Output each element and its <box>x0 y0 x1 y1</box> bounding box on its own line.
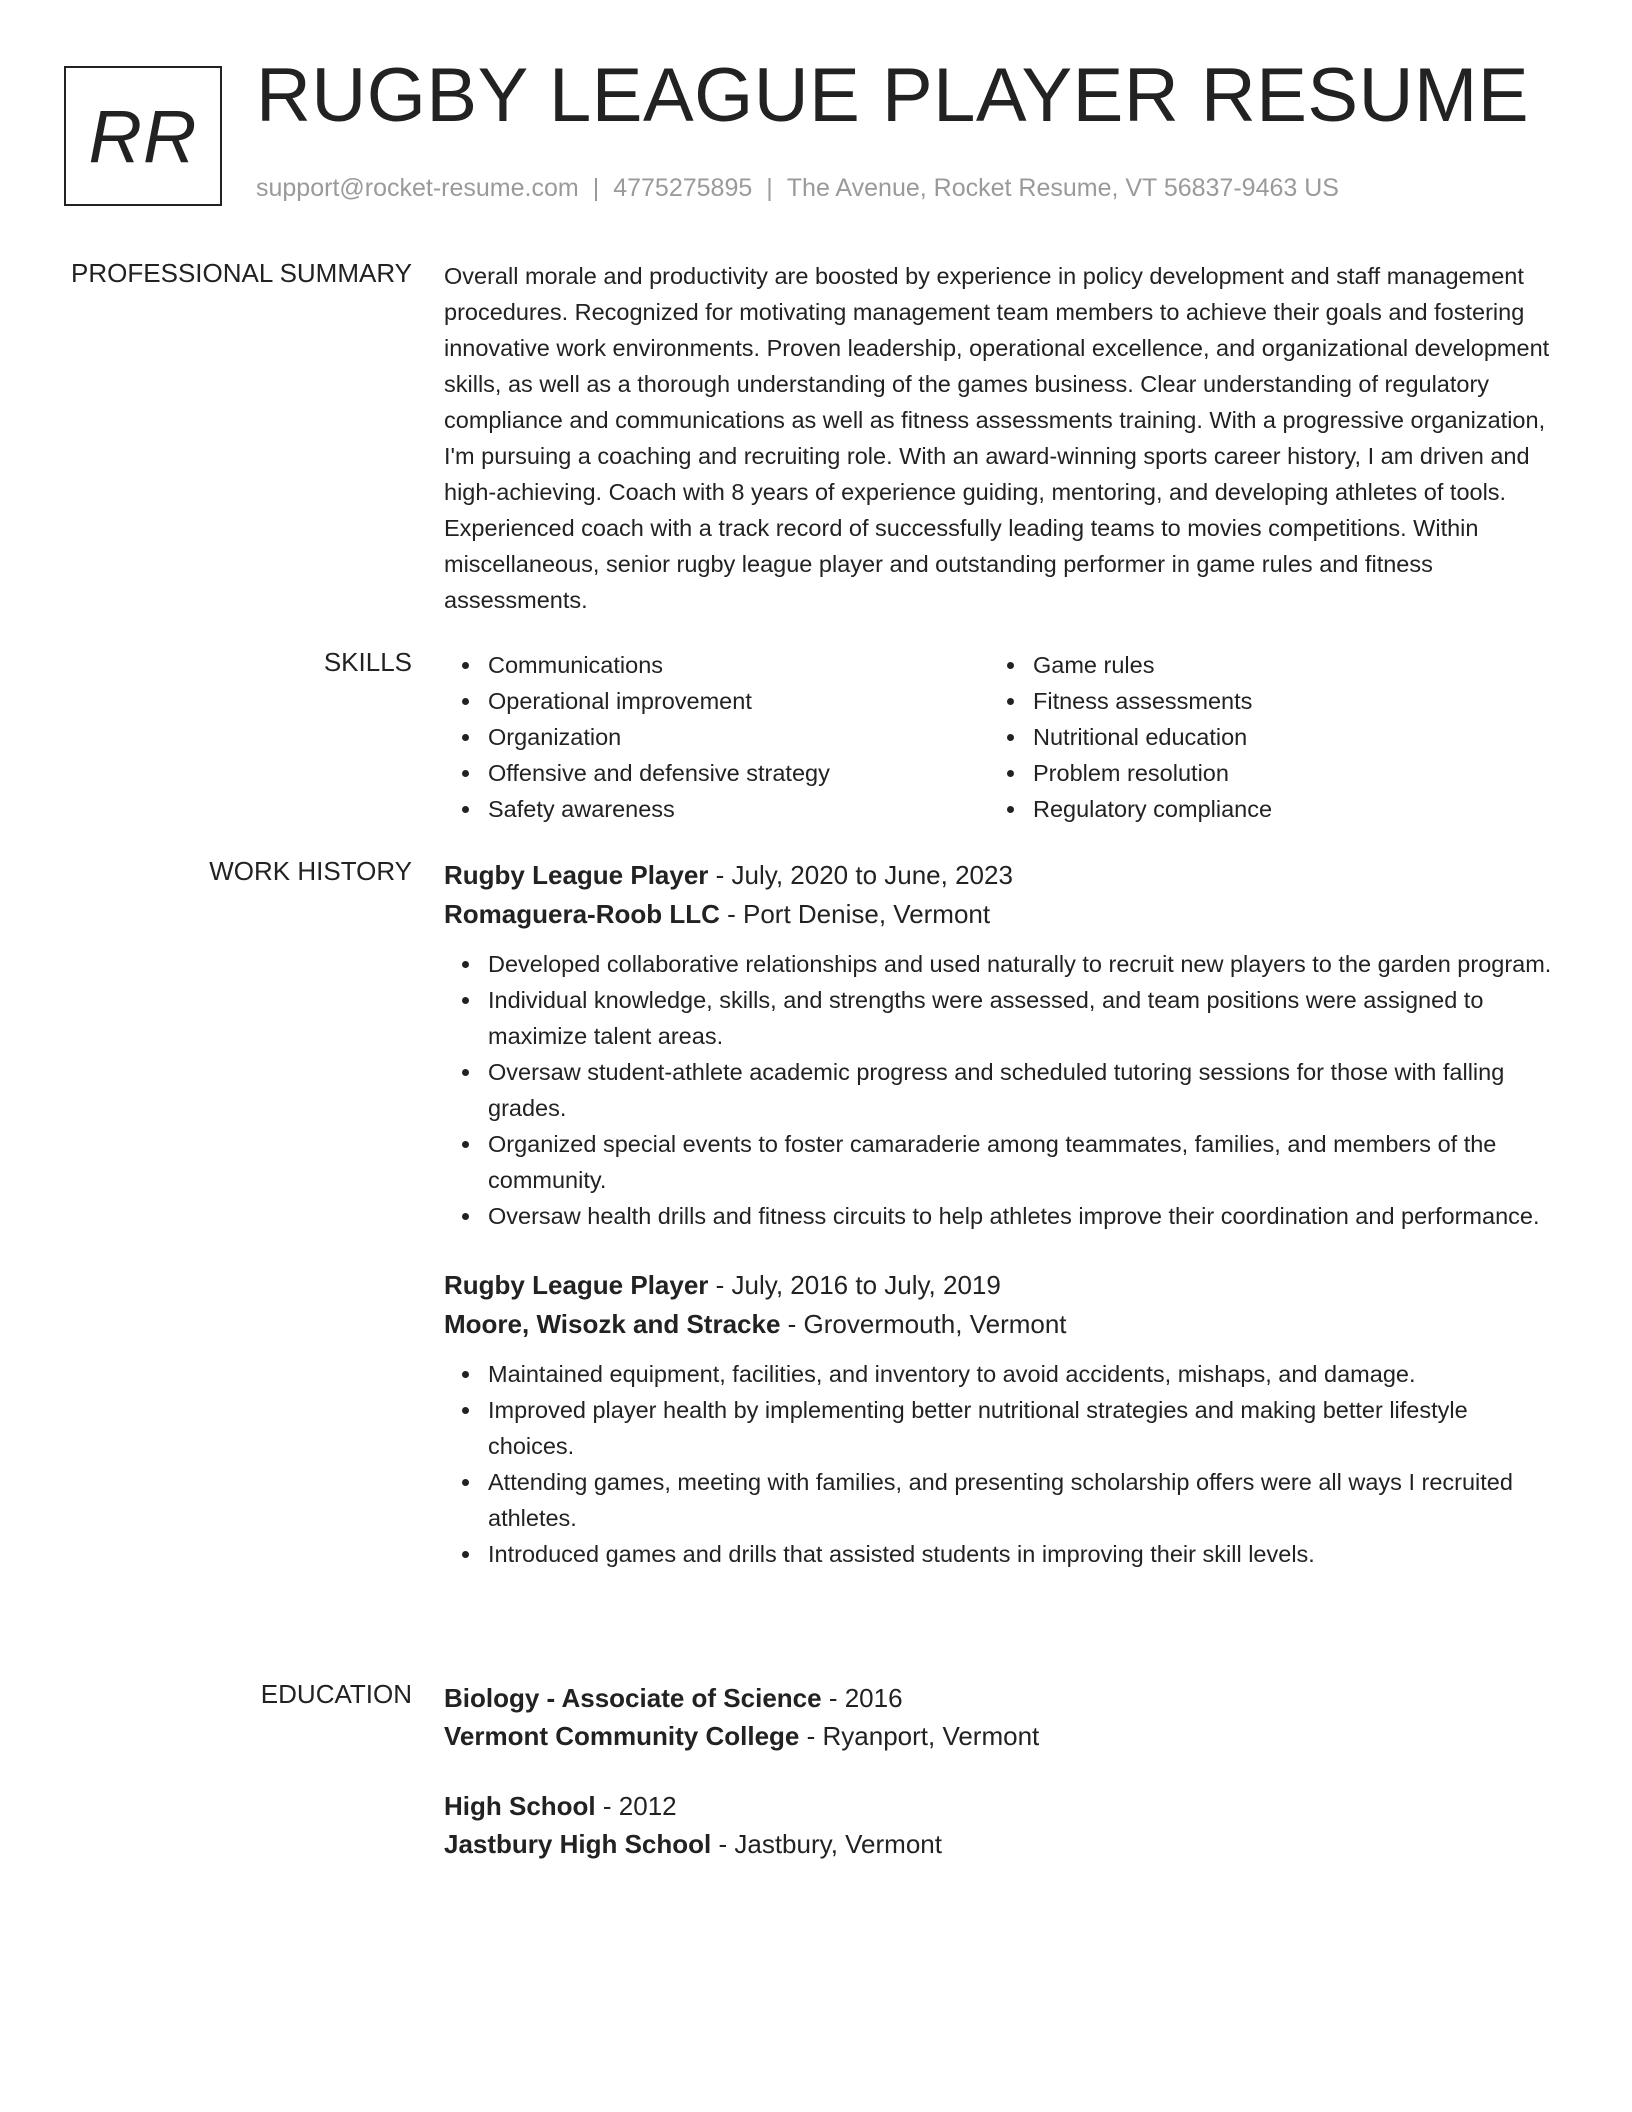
job-bullet: Oversaw student-athlete academic progress and scheduled tutoring sessions for those with falling grades. <box>488 1054 1554 1126</box>
skill-item: Communications <box>488 647 989 683</box>
section-label-summary: PROFESSIONAL SUMMARY <box>71 258 412 288</box>
contact-phone: 4775275895 <box>613 174 753 202</box>
skills-grid <box>444 647 1554 827</box>
skill-item: Organization <box>488 719 989 755</box>
contact-email: support@rocket-resume.com <box>256 174 579 202</box>
skill-item: Regulatory compliance <box>1033 791 1534 827</box>
education-degree-line <box>444 1787 1554 1825</box>
job-dates: - July, 2016 to July, 2019 <box>708 1270 1001 1300</box>
job-entry <box>444 856 1554 1234</box>
skill-item: Offensive and defensive strategy <box>488 755 989 791</box>
job-bullets <box>444 946 1554 1234</box>
section-label-work: WORK HISTORY <box>209 856 412 886</box>
education-entry <box>444 1787 1554 1863</box>
section-label-education: EDUCATION <box>260 1679 412 1709</box>
education-school: Jastbury High School <box>444 1829 712 1859</box>
page-title: RUGBY LEAGUE PLAYER RESUME <box>256 53 1530 138</box>
monogram-logo: RR <box>64 66 222 206</box>
contact-separator: | <box>766 174 773 202</box>
job-bullets <box>444 1356 1554 1572</box>
skill-item: Problem resolution <box>1033 755 1534 791</box>
job-title-line <box>444 856 1554 895</box>
skill-item: Nutritional education <box>1033 719 1534 755</box>
summary-content <box>444 258 1554 618</box>
skills-content <box>444 647 1554 827</box>
job-company-line <box>444 1305 1554 1344</box>
job-bullet: Individual knowledge, skills, and strengths were assessed, and team positions were assigned to maximize talent areas. <box>488 982 1554 1054</box>
skill-item: Safety awareness <box>488 791 989 827</box>
job-bullet: Maintained equipment, facilities, and inventory to avoid accidents, mishaps, and damage. <box>488 1356 1554 1392</box>
job-location: - Port Denise, Vermont <box>719 899 991 929</box>
job-bullet: Organized special events to foster camaraderie among teammates, families, and members of the community. <box>488 1126 1554 1198</box>
job-dates: - July, 2020 to June, 2023 <box>708 860 1013 890</box>
education-school-line <box>444 1717 1554 1755</box>
job-location: - Grovermouth, Vermont <box>780 1309 1067 1339</box>
education-year: - 2012 <box>595 1791 677 1821</box>
job-bullet: Oversaw health drills and fitness circuits to help athletes improve their coordination and performance. <box>488 1198 1554 1234</box>
section-label-skills: SKILLS <box>323 647 412 677</box>
job-title: Rugby League Player <box>444 1270 709 1300</box>
education-content <box>444 1679 1554 1863</box>
job-company: Romaguera-Roob LLC <box>444 899 720 929</box>
education-year: - 2016 <box>821 1683 903 1713</box>
skills-list-right <box>989 647 1534 827</box>
contact-address: The Avenue, Rocket Resume, VT 56837-9463 US <box>786 174 1339 202</box>
skill-item: Operational improvement <box>488 683 989 719</box>
job-bullet: Developed collaborative relationships and used naturally to recruit new players to the garden program. <box>488 946 1554 982</box>
education-school: Vermont Community College <box>444 1721 800 1751</box>
education-degree-line <box>444 1679 1554 1717</box>
contact-line <box>256 174 1339 203</box>
skills-list-left <box>444 647 989 827</box>
contact-separator: | <box>592 174 600 202</box>
job-title-line <box>444 1266 1554 1305</box>
education-school-line <box>444 1825 1554 1863</box>
education-location: - Ryanport, Vermont <box>799 1721 1040 1751</box>
summary-text: Overall morale and productivity are boosted by experience in policy development and staff management procedures. Recognized for motivating management team members to achieve their goals and fostering innovative work environments. Proven leadership, operational excellence, and organizational development skills, as well as a thorough understanding of the games business. Clear understanding of regulatory compliance and communications as well as fitness assessments training. With a progressive organization, I'm pursuing a coaching and recruiting role. With an award-winning sports career history, I am driven and high-achieving. Coach with 8 years of experience guiding, mentoring, and developing athletes of tools. Experienced coach with a track record of successfully leading teams to movies competitions. Within miscellaneous, senior rugby league player and outstanding performer in game rules and fitness assessments. <box>444 263 1550 613</box>
skill-item: Fitness assessments <box>1033 683 1534 719</box>
job-bullet: Improved player health by implementing better nutritional strategies and making better lifestyle choices. <box>488 1392 1554 1464</box>
job-bullet: Attending games, meeting with families, and presenting scholarship offers were all ways I recruited athletes. <box>488 1464 1554 1536</box>
job-bullet: Introduced games and drills that assisted students in improving their skill levels. <box>488 1536 1554 1572</box>
education-degree: High School <box>444 1791 596 1821</box>
work-content <box>444 856 1554 1572</box>
job-title: Rugby League Player <box>444 860 709 890</box>
education-entry <box>444 1679 1554 1755</box>
education-degree: Biology - Associate of Science <box>444 1683 822 1713</box>
skill-item: Game rules <box>1033 647 1534 683</box>
job-company-line <box>444 895 1554 934</box>
education-location: - Jastbury, Vermont <box>711 1829 942 1859</box>
job-entry <box>444 1266 1554 1572</box>
job-company: Moore, Wisozk and Stracke <box>444 1309 781 1339</box>
